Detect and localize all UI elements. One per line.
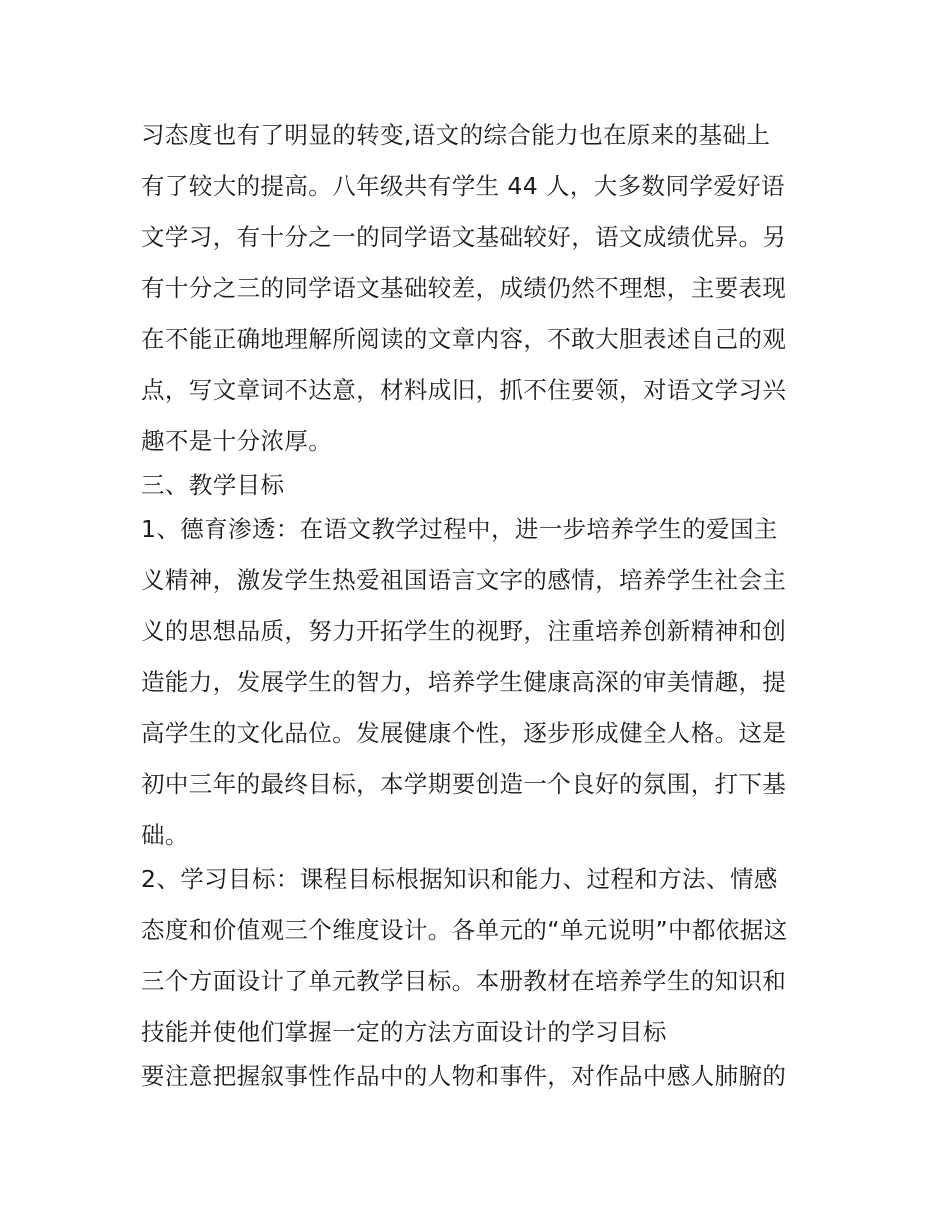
text-line: 础。 (141, 821, 189, 849)
text-line: 有十分之三的同学语文基础较差，成绩仍然不理想，主要表现 (141, 274, 787, 302)
text-line: 高学生的文化品位。发展健康个性，逐步形成健全人格。这是 (141, 719, 787, 747)
text-line: 在不能正确地理解所阅读的文章内容，不敢大胆表述自己的观 (141, 325, 787, 353)
text-line: 趣不是十分浓厚。 (141, 427, 333, 455)
section-heading: 三、教学目标 (141, 471, 285, 499)
text-line: 初中三年的最终目标，本学期要创造一个良好的氛围，打下基 (141, 770, 787, 798)
text-line: 文学习，有十分之一的同学语文基础较好，语文成绩优异。另 (141, 223, 787, 251)
document-body (141, 110, 821, 1102)
text-line: 造能力，发展学生的智力，培养学生健康高深的审美情趣，提 (141, 668, 787, 696)
text-line: 2、学习目标：课程目标根据知识和能力、过程和方法、情感 (141, 865, 778, 893)
text-line: 义精神，激发学生热爱祖国语言文字的感情，培养学生社会主 (141, 566, 787, 594)
text-line: 技能并使他们掌握一定的方法方面设计的学习目标 (141, 1018, 667, 1046)
text-line: 1、德育渗透：在语文教学过程中，进一步培养学生的爱国主 (141, 515, 778, 543)
text-line: 要注意把握叙事性作品中的人物和事件，对作品中感人肺腑的 (141, 1062, 787, 1090)
text-line: 义的思想品质，努力开拓学生的视野，注重培养创新精神和创 (141, 617, 787, 645)
text-line: 三个方面设计了单元教学目标。本册教材在培养学生的知识和 (141, 967, 787, 995)
text-line: 态度和价值观三个维度设计。各单元的“单元说明”中都依据这 (141, 916, 788, 944)
text-line: 点，写文章词不达意，材料成旧，抓不住要领，对语文学习兴 (141, 376, 787, 404)
text-line: 习态度也有了明显的转变,语文的综合能力也在原来的基础上 (141, 121, 771, 149)
text-line: 有了较大的提高。八年级共有学生 44 人，大多数同学爱好语 (141, 172, 785, 200)
